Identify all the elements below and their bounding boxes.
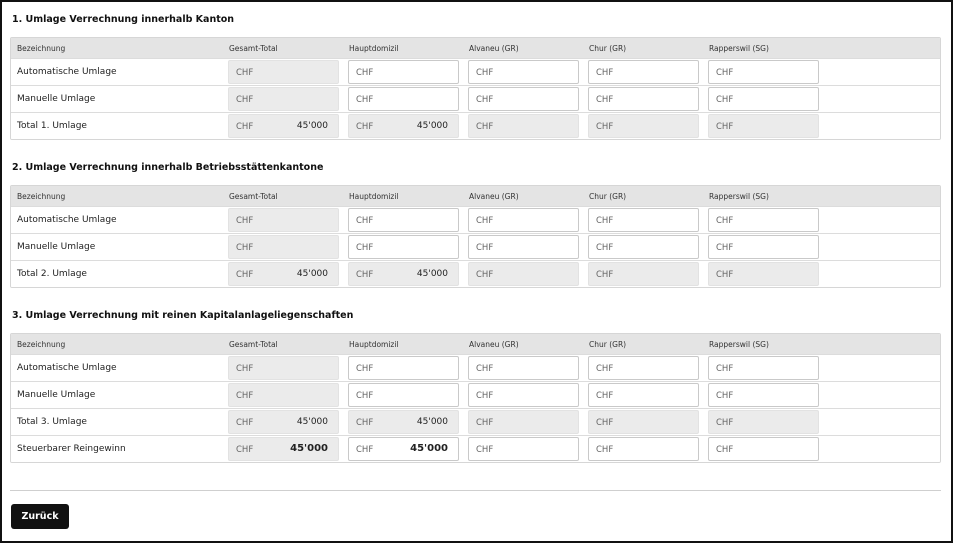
table-row: [11, 408, 940, 435]
row-label: Total 1. Umlage: [17, 121, 87, 131]
column-header: Chur (GR): [589, 44, 627, 53]
amount-input-hauptdomizil[interactable]: [348, 235, 459, 259]
amount-input-chur-gr[interactable]: [588, 235, 699, 259]
column-header: Hauptdomizil: [349, 192, 399, 201]
amount-input-gesamt-total: [228, 60, 339, 84]
amount-input-rapperswil-sg[interactable]: [708, 383, 819, 407]
currency-prefix: CHF: [596, 270, 614, 280]
amount-input-rapperswil-sg: [708, 114, 819, 138]
amount-input-gesamt-total: [228, 262, 339, 286]
column-header: Bezeichnung: [17, 44, 66, 53]
table-row: [11, 233, 940, 260]
back-button[interactable]: Zurück: [11, 504, 69, 529]
section-title: 3. Umlage Verrechnung mit reinen Kapitalanlageliegenschaften: [12, 310, 354, 321]
amount-input-gesamt-total: [228, 356, 339, 380]
column-header: Chur (GR): [589, 192, 627, 201]
section-title: 1. Umlage Verrechnung innerhalb Kanton: [12, 14, 235, 25]
amount-input-alvaneu-gr: [468, 262, 579, 286]
currency-prefix: CHF: [716, 68, 734, 78]
row-label: Manuelle Umlage: [17, 94, 96, 104]
currency-prefix: CHF: [596, 391, 614, 401]
amount-input-rapperswil-sg: [708, 410, 819, 434]
amount-input-hauptdomizil: [348, 262, 459, 286]
amount-value: 45'000: [296, 417, 328, 427]
currency-prefix: CHF: [596, 216, 614, 226]
table-row: [11, 85, 940, 112]
table-row: [11, 112, 940, 139]
amount-input-rapperswil-sg[interactable]: [708, 235, 819, 259]
currency-prefix: CHF: [236, 243, 254, 253]
amount-input-hauptdomizil: [348, 410, 459, 434]
table-header: [11, 38, 940, 58]
currency-prefix: CHF: [356, 364, 374, 374]
currency-prefix: CHF: [476, 270, 494, 280]
column-header: Hauptdomizil: [349, 340, 399, 349]
amount-input-alvaneu-gr[interactable]: [468, 437, 579, 461]
amount-input-chur-gr: [588, 114, 699, 138]
amount-input-chur-gr: [588, 262, 699, 286]
currency-prefix: CHF: [716, 122, 734, 132]
footer-divider: [10, 490, 941, 491]
column-header: Chur (GR): [589, 340, 627, 349]
currency-prefix: CHF: [476, 418, 494, 428]
table-row: [11, 354, 940, 381]
currency-prefix: CHF: [356, 216, 374, 226]
amount-input-chur-gr[interactable]: [588, 87, 699, 111]
currency-prefix: CHF: [356, 122, 374, 132]
currency-prefix: CHF: [596, 445, 614, 455]
amount-input-hauptdomizil[interactable]: [348, 356, 459, 380]
table-row: [11, 58, 940, 85]
amount-input-hauptdomizil: [348, 114, 459, 138]
column-header: Gesamt-Total: [229, 44, 278, 53]
currency-prefix: CHF: [716, 216, 734, 226]
amount-value: 45'000: [296, 121, 328, 131]
currency-prefix: CHF: [236, 122, 254, 132]
row-label: Manuelle Umlage: [17, 242, 96, 252]
table-row: [11, 435, 940, 462]
row-label: Manuelle Umlage: [17, 390, 96, 400]
amount-input-rapperswil-sg: [708, 262, 819, 286]
currency-prefix: CHF: [356, 243, 374, 253]
amount-input-alvaneu-gr[interactable]: [468, 235, 579, 259]
currency-prefix: CHF: [476, 445, 494, 455]
column-header: Alvaneu (GR): [469, 340, 519, 349]
amount-input-rapperswil-sg[interactable]: [708, 356, 819, 380]
allocation-table: [10, 185, 941, 288]
column-header: Rapperswil (SG): [709, 340, 769, 349]
amount-value: 45'000: [410, 443, 448, 454]
currency-prefix: CHF: [716, 418, 734, 428]
column-header: Gesamt-Total: [229, 340, 278, 349]
currency-prefix: CHF: [236, 445, 254, 455]
currency-prefix: CHF: [236, 68, 254, 78]
amount-input-gesamt-total: [228, 383, 339, 407]
amount-input-hauptdomizil[interactable]: [348, 437, 459, 461]
column-header: Rapperswil (SG): [709, 192, 769, 201]
table-row: [11, 381, 940, 408]
currency-prefix: CHF: [476, 122, 494, 132]
currency-prefix: CHF: [596, 364, 614, 374]
amount-input-alvaneu-gr[interactable]: [468, 208, 579, 232]
amount-input-gesamt-total: [228, 235, 339, 259]
section-1: [10, 14, 941, 174]
row-label: Total 3. Umlage: [17, 417, 87, 427]
column-header: Bezeichnung: [17, 340, 66, 349]
currency-prefix: CHF: [476, 364, 494, 374]
column-header: Alvaneu (GR): [469, 192, 519, 201]
currency-prefix: CHF: [716, 95, 734, 105]
row-label: Automatische Umlage: [17, 67, 117, 77]
row-label: Total 2. Umlage: [17, 269, 87, 279]
currency-prefix: CHF: [716, 391, 734, 401]
currency-prefix: CHF: [356, 95, 374, 105]
column-header: Bezeichnung: [17, 192, 66, 201]
amount-input-gesamt-total: [228, 437, 339, 461]
currency-prefix: CHF: [356, 68, 374, 78]
amount-input-gesamt-total: [228, 114, 339, 138]
currency-prefix: CHF: [476, 216, 494, 226]
column-header: Gesamt-Total: [229, 192, 278, 201]
amount-input-hauptdomizil[interactable]: [348, 87, 459, 111]
currency-prefix: CHF: [716, 243, 734, 253]
amount-input-chur-gr[interactable]: [588, 437, 699, 461]
currency-prefix: CHF: [476, 391, 494, 401]
amount-input-rapperswil-sg[interactable]: [708, 208, 819, 232]
currency-prefix: CHF: [236, 418, 254, 428]
amount-input-alvaneu-gr: [468, 410, 579, 434]
currency-prefix: CHF: [356, 391, 374, 401]
currency-prefix: CHF: [236, 391, 254, 401]
row-label: Automatische Umlage: [17, 363, 117, 373]
amount-input-gesamt-total: [228, 410, 339, 434]
currency-prefix: CHF: [596, 122, 614, 132]
row-label: Steuerbarer Reingewinn: [17, 444, 126, 454]
currency-prefix: CHF: [236, 95, 254, 105]
row-label: Automatische Umlage: [17, 215, 117, 225]
currency-prefix: CHF: [596, 68, 614, 78]
currency-prefix: CHF: [476, 95, 494, 105]
currency-prefix: CHF: [236, 216, 254, 226]
allocation-table: [10, 37, 941, 140]
section-2: [10, 162, 941, 322]
amount-input-alvaneu-gr[interactable]: [468, 356, 579, 380]
table-header: [11, 334, 940, 354]
currency-prefix: CHF: [596, 95, 614, 105]
amount-input-chur-gr[interactable]: [588, 208, 699, 232]
amount-value: 45'000: [296, 269, 328, 279]
currency-prefix: CHF: [236, 364, 254, 374]
amount-input-alvaneu-gr[interactable]: [468, 87, 579, 111]
amount-input-hauptdomizil[interactable]: [348, 60, 459, 84]
amount-input-chur-gr: [588, 410, 699, 434]
amount-input-rapperswil-sg[interactable]: [708, 60, 819, 84]
amount-input-hauptdomizil[interactable]: [348, 383, 459, 407]
amount-input-gesamt-total: [228, 87, 339, 111]
currency-prefix: CHF: [716, 364, 734, 374]
section-3: [10, 310, 941, 470]
currency-prefix: CHF: [596, 243, 614, 253]
currency-prefix: CHF: [716, 270, 734, 280]
table-row: [11, 260, 940, 287]
currency-prefix: CHF: [236, 270, 254, 280]
allocation-table: [10, 333, 941, 463]
amount-value: 45'000: [416, 417, 448, 427]
currency-prefix: CHF: [356, 270, 374, 280]
currency-prefix: CHF: [356, 418, 374, 428]
table-row: [11, 206, 940, 233]
amount-input-chur-gr[interactable]: [588, 60, 699, 84]
amount-input-alvaneu-gr[interactable]: [468, 383, 579, 407]
currency-prefix: CHF: [596, 418, 614, 428]
amount-value: 45'000: [290, 443, 328, 454]
amount-input-gesamt-total: [228, 208, 339, 232]
amount-value: 45'000: [416, 121, 448, 131]
currency-prefix: CHF: [356, 445, 374, 455]
column-header: Alvaneu (GR): [469, 44, 519, 53]
currency-prefix: CHF: [476, 243, 494, 253]
amount-input-alvaneu-gr: [468, 114, 579, 138]
amount-value: 45'000: [416, 269, 448, 279]
column-header: Rapperswil (SG): [709, 44, 769, 53]
amount-input-alvaneu-gr[interactable]: [468, 60, 579, 84]
amount-input-hauptdomizil[interactable]: [348, 208, 459, 232]
column-header: Hauptdomizil: [349, 44, 399, 53]
currency-prefix: CHF: [476, 68, 494, 78]
currency-prefix: CHF: [716, 445, 734, 455]
amount-input-rapperswil-sg[interactable]: [708, 87, 819, 111]
amount-input-chur-gr[interactable]: [588, 383, 699, 407]
section-title: 2. Umlage Verrechnung innerhalb Betriebsstättenkantone: [12, 162, 324, 173]
amount-input-chur-gr[interactable]: [588, 356, 699, 380]
amount-input-rapperswil-sg[interactable]: [708, 437, 819, 461]
table-header: [11, 186, 940, 206]
